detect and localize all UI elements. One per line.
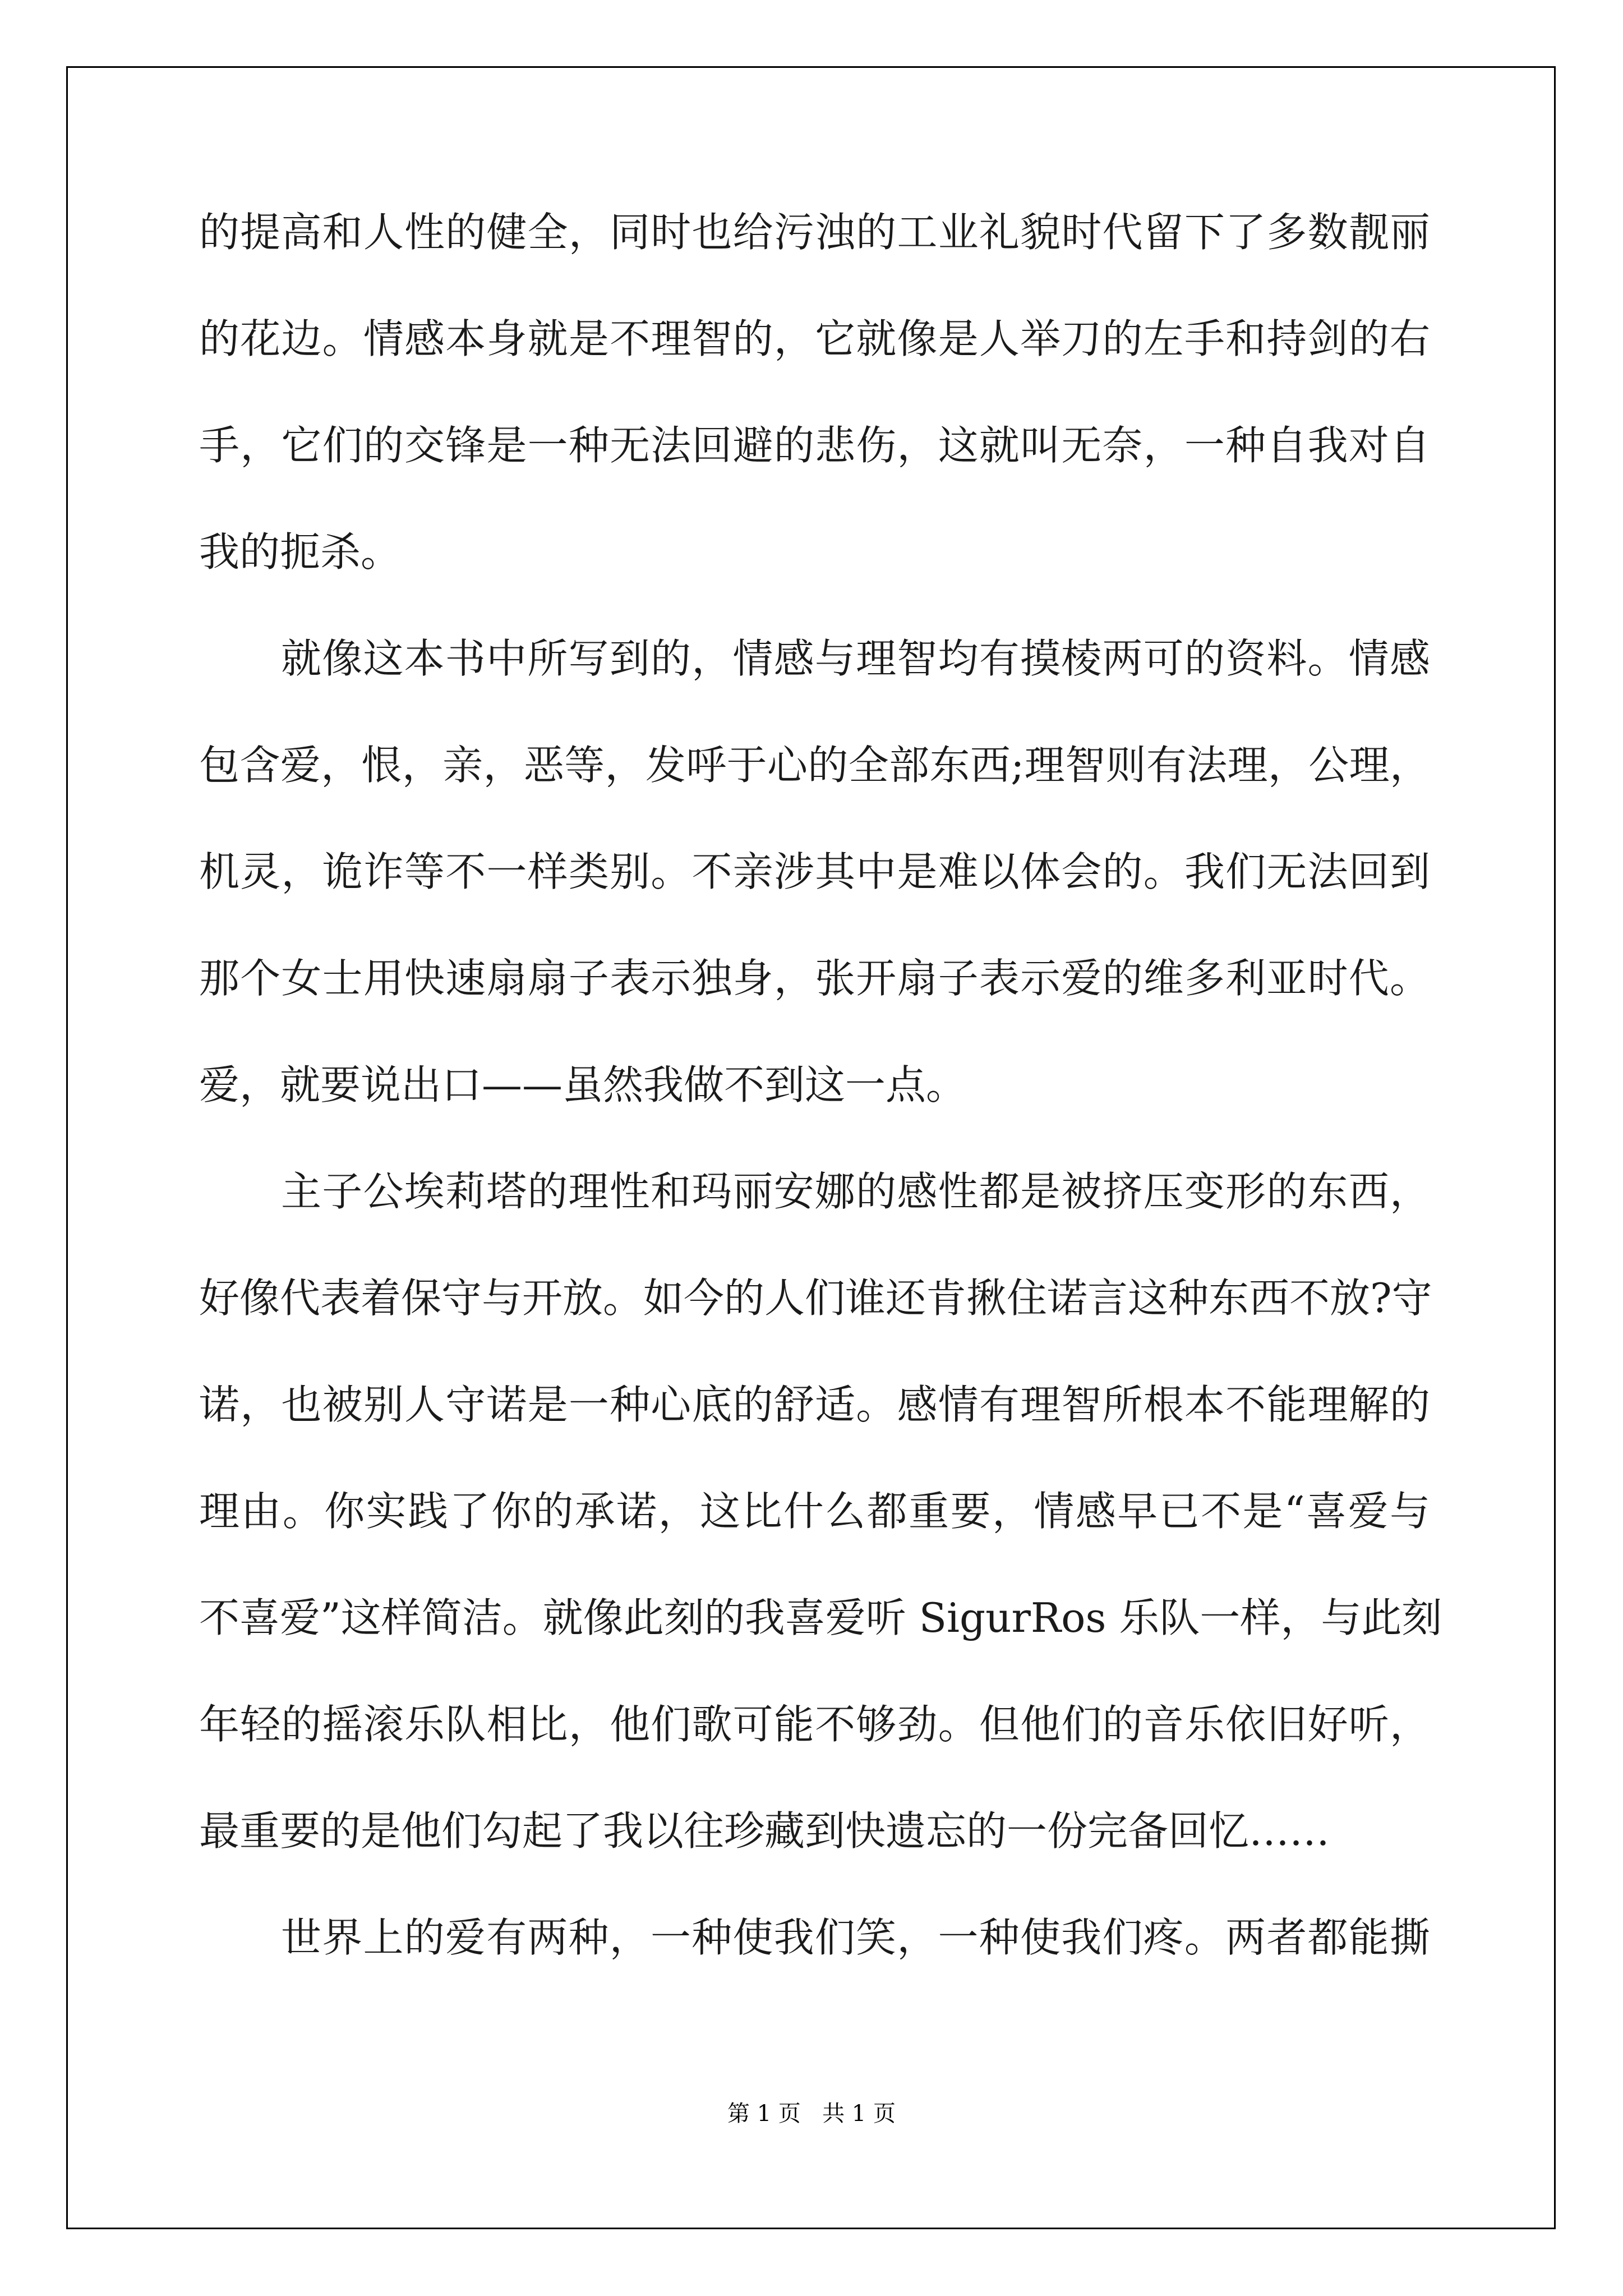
text-line: 理由。你实践了你的承诺，这比什么都重要，情感早已不是“喜爱与 xyxy=(199,1488,1430,1535)
paragraph-end-line: 最重要的是他们勾起了我以往珍藏到快遗忘的一份完备回忆…… xyxy=(199,1807,1330,1855)
paragraph-end-line: 我的扼杀。 xyxy=(199,528,402,576)
text-line: 不喜爱”这样简洁。就像此刻的我喜爱听 SigurRos 乐队一样，与此刻 xyxy=(199,1594,1442,1641)
paragraph-first-line: 就像这本书中所写到的，情感与理智均有摸棱两可的资料。情感 xyxy=(281,635,1430,682)
text-line: 好像代表着保守与开放。如今的人们谁还肯揪住诺言这种东西不放?守 xyxy=(199,1274,1432,1322)
document-body xyxy=(199,209,1442,2024)
text-line: 年轻的摇滚乐队相比，他们歌可能不够劲。但他们的音乐依旧好听， xyxy=(199,1701,1430,1748)
text-line: 的花边。情感本身就是不理智的，它就像是人举刀的左手和持剑的右 xyxy=(199,315,1430,362)
paragraph-first-line: 主子公埃莉塔的理性和玛丽安娜的感性都是被挤压变形的东西， xyxy=(281,1168,1430,1215)
text-line: 的提高和人性的健全，同时也给污浊的工业礼貌时代留下了多数靓丽 xyxy=(199,209,1430,256)
page-number-footer: 第 1 页 共 1 页 xyxy=(727,2101,896,2127)
text-line: 那个女士用快速扇扇子表示独身，张开扇子表示爱的维多利亚时代。 xyxy=(199,955,1430,1002)
paragraph-end-line: 爱，就要说出口——虽然我做不到这一点。 xyxy=(199,1061,967,1108)
paragraph-first-line: 世界上的爱有两种，一种使我们笑，一种使我们疼。两者都能撕 xyxy=(281,1914,1430,1961)
text-line: 包含爱，恨，亲，恶等，发呼于心的全部东西;理智则有法理，公理， xyxy=(199,742,1430,789)
text-line: 诺，也被别人守诺是一种心底的舒适。感情有理智所根本不能理解的 xyxy=(199,1381,1430,1428)
text-line: 机灵，诡诈等不一样类别。不亲涉其中是难以体会的。我们无法回到 xyxy=(199,848,1430,895)
text-line: 手，它们的交锋是一种无法回避的悲伤，这就叫无奈，一种自我对自 xyxy=(199,422,1430,469)
